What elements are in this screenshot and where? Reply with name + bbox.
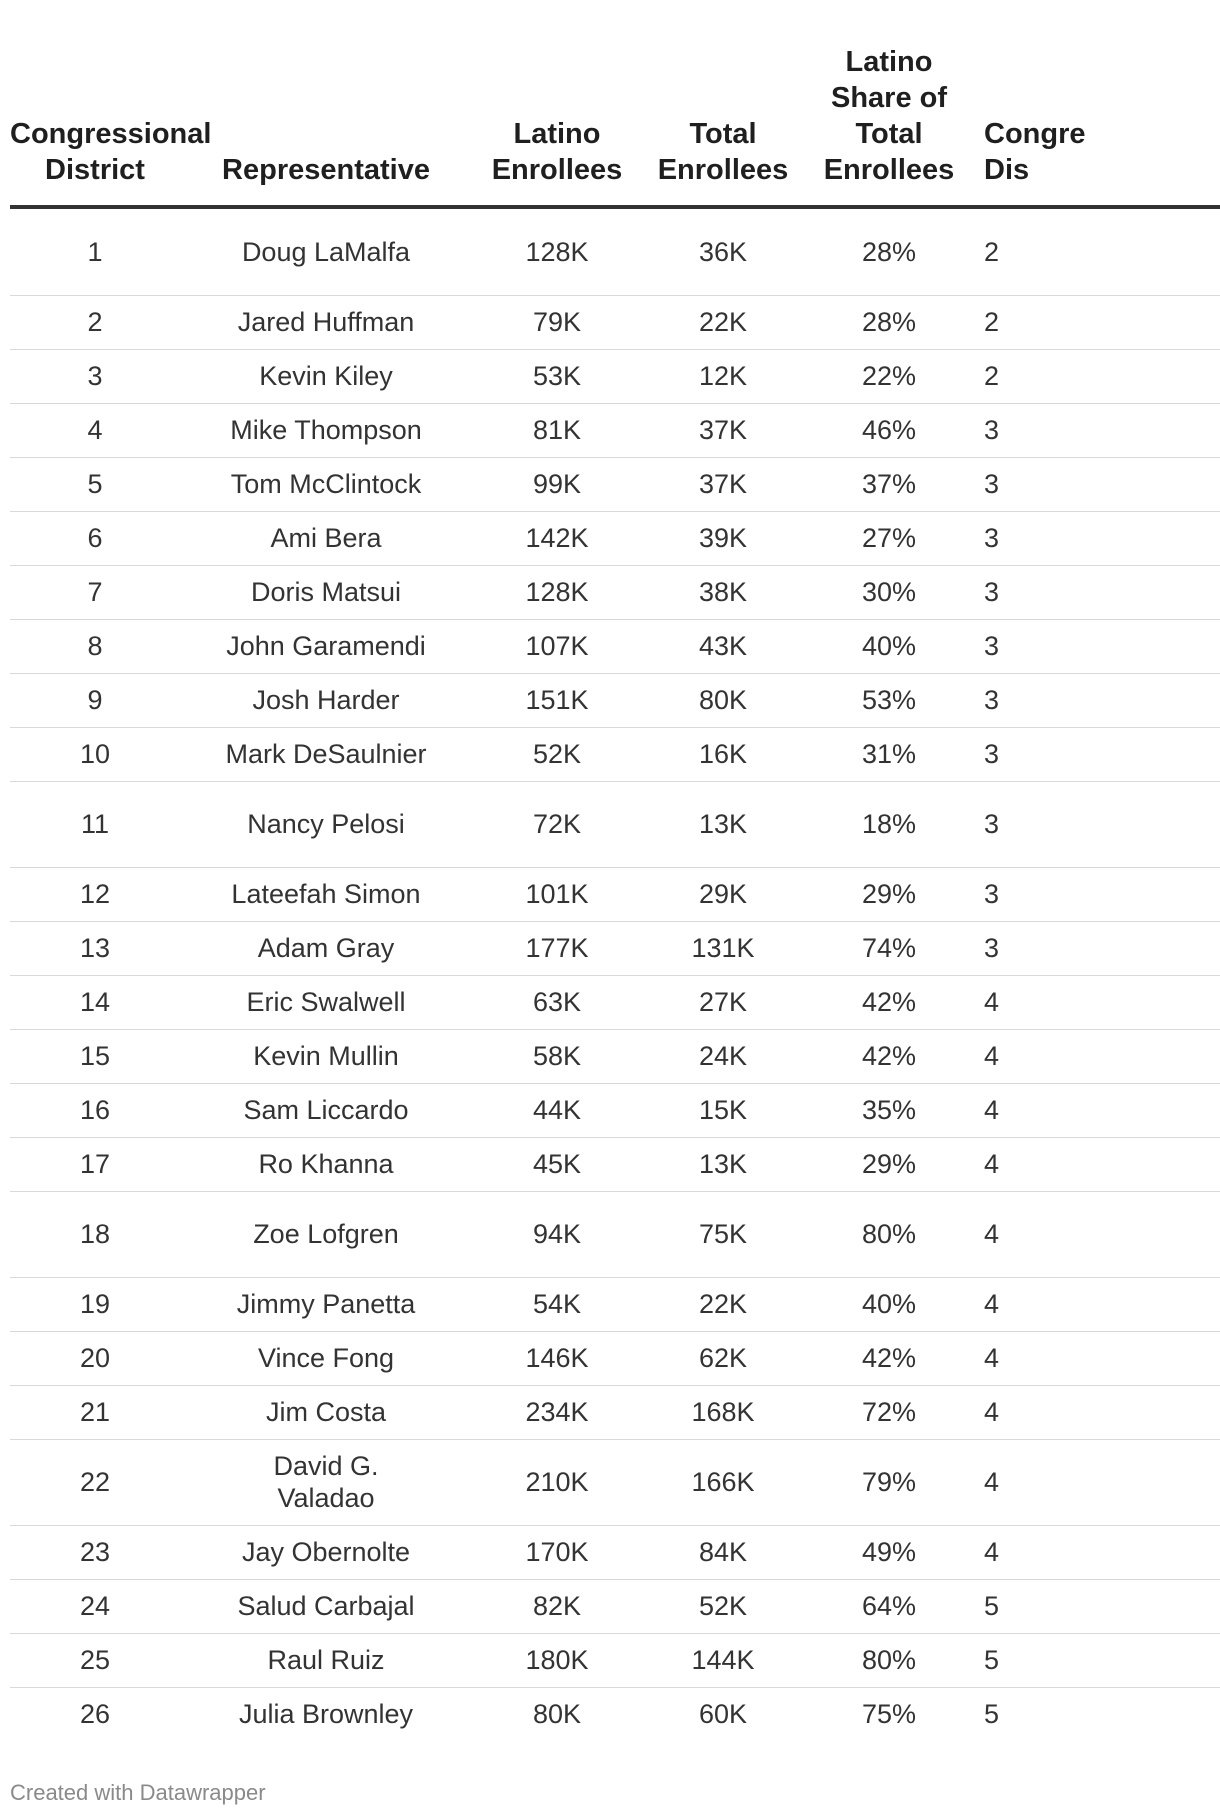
next-district-cell: 4 (974, 1191, 1220, 1277)
next-district-cell: 3 (974, 619, 1220, 673)
representative-cell: Mark DeSaulnier (180, 727, 472, 781)
header-representative (180, 0, 472, 207)
next-district-cell: 2 (974, 207, 1220, 295)
district-cell: 20 (10, 1331, 180, 1385)
district-cell: 10 (10, 727, 180, 781)
representative-cell: Julia Brownley (238, 1699, 414, 1730)
latino-share-cell: 42% (804, 975, 974, 1029)
latino-enrollees-cell: 79K (472, 295, 642, 349)
next-district-cell: 3 (974, 403, 1220, 457)
next-district-cell: 4 (974, 1137, 1220, 1191)
representative-cell: Nancy Pelosi (180, 781, 472, 867)
table-row (10, 1191, 1220, 1277)
next-district-cell: 3 (974, 921, 1220, 975)
table-row (10, 781, 1220, 867)
representative-cell: Ami Bera (180, 511, 472, 565)
next-district-cell: 5 (974, 1579, 1220, 1633)
latino-enrollees-cell: 45K (472, 1137, 642, 1191)
latino-share-cell: 35% (804, 1083, 974, 1137)
district-cell: 4 (10, 403, 180, 457)
latino-enrollees-cell: 128K (472, 565, 642, 619)
representative-cell: Raul Ruiz (180, 1633, 472, 1687)
next-district-cell: 2 (974, 295, 1220, 349)
header-label-line: Latino (845, 46, 933, 78)
latino-share-cell: 29% (804, 1137, 974, 1191)
latino-share-cell: 28% (804, 295, 974, 349)
latino-share-cell: 31% (804, 727, 974, 781)
datawrapper-credit[interactable]: Created with Datawrapper (10, 1780, 266, 1805)
table-row (10, 403, 1220, 457)
next-district-cell: 4 (974, 1439, 1220, 1525)
representative-cell: John Garamendi (180, 619, 472, 673)
district-cell: 18 (10, 1191, 180, 1277)
latino-enrollees-cell: 170K (472, 1525, 642, 1579)
header-label-line: Total (855, 118, 923, 150)
latino-share-cell: 72% (804, 1385, 974, 1439)
latino-share-cell: 40% (804, 1277, 974, 1331)
district-cell: 11 (10, 781, 180, 867)
total-enrollees-cell: 16K (642, 727, 804, 781)
table-header-row (10, 0, 1220, 207)
latino-share-cell: 37% (804, 457, 974, 511)
table-row (10, 1687, 1220, 1741)
representative-cell: Jay Obernolte (180, 1525, 472, 1579)
header-label-line: Congre (984, 118, 1086, 150)
district-cell: 22 (10, 1439, 180, 1525)
latino-share-cell: 75% (861, 1699, 917, 1730)
representative-cell: Kevin Kiley (180, 349, 472, 403)
table-row (10, 457, 1220, 511)
latino-share-cell: 64% (804, 1579, 974, 1633)
latino-enrollees-cell: 80K (532, 1699, 582, 1730)
representative-cell: Zoe Lofgren (180, 1191, 472, 1277)
total-enrollees-cell: 22K (642, 1277, 804, 1331)
latino-enrollees-cell: 128K (472, 207, 642, 295)
total-enrollees-cell: 13K (642, 781, 804, 867)
next-district-cell: 3 (974, 673, 1220, 727)
district-cell: 26 (79, 1699, 111, 1730)
latino-enrollees-cell: 107K (472, 619, 642, 673)
table-row (10, 565, 1220, 619)
representative-cell: Doug LaMalfa (180, 207, 472, 295)
next-district-cell: 2 (974, 349, 1220, 403)
table-row (10, 295, 1220, 349)
latino-enrollees-cell: 151K (472, 673, 642, 727)
next-district-cell: 4 (974, 975, 1220, 1029)
district-cell: 15 (10, 1029, 180, 1083)
next-district-cell: 4 (974, 1029, 1220, 1083)
latino-share-cell: 49% (804, 1525, 974, 1579)
header-label-line: Enrollees (491, 154, 623, 186)
header-congressional-district (10, 0, 212, 207)
header-label-line: District (45, 154, 145, 186)
district-cell: 16 (10, 1083, 180, 1137)
district-cell: 21 (10, 1385, 180, 1439)
total-enrollees-cell: 12K (642, 349, 804, 403)
latino-enrollees-cell: 180K (472, 1633, 642, 1687)
next-district-cell: 4 (974, 1385, 1220, 1439)
district-cell: 7 (10, 565, 180, 619)
next-district-cell: 4 (974, 1277, 1220, 1331)
latino-enrollees-cell: 63K (472, 975, 642, 1029)
representative-cell: Kevin Mullin (180, 1029, 472, 1083)
total-enrollees-cell: 60K (698, 1699, 748, 1730)
table-row (10, 1439, 1220, 1525)
table-row (10, 867, 1220, 921)
next-district-cell: 3 (974, 867, 1220, 921)
latino-share-cell: 18% (804, 781, 974, 867)
header-label-line: Representative (222, 154, 430, 186)
latino-share-cell: 40% (804, 619, 974, 673)
district-cell: 24 (10, 1579, 180, 1633)
next-district-cell: 3 (974, 457, 1220, 511)
representative-cell: Ro Khanna (180, 1137, 472, 1191)
table-row (10, 349, 1220, 403)
latino-enrollees-cell: 210K (472, 1439, 642, 1525)
table-row (10, 1029, 1220, 1083)
table-row (10, 1277, 1220, 1331)
table-row (10, 1385, 1220, 1439)
next-district-cell: 3 (974, 781, 1220, 867)
latino-enrollees-cell: 81K (472, 403, 642, 457)
total-enrollees-cell: 24K (642, 1029, 804, 1083)
district-cell: 14 (10, 975, 180, 1029)
latino-share-cell: 30% (804, 565, 974, 619)
total-enrollees-cell: 38K (642, 565, 804, 619)
latino-share-cell: 80% (804, 1191, 974, 1277)
representative-cell: Jared Huffman (180, 295, 472, 349)
total-enrollees-cell: 62K (642, 1331, 804, 1385)
header-label-line: Latino (513, 118, 601, 150)
header-label-line: Share of (830, 82, 948, 114)
total-enrollees-cell: 80K (642, 673, 804, 727)
latino-enrollees-cell: 54K (472, 1277, 642, 1331)
latino-share-cell: 79% (804, 1439, 974, 1525)
representative-cell: Sam Liccardo (180, 1083, 472, 1137)
header-latino-share (804, 0, 974, 207)
latino-enrollees-cell: 99K (472, 457, 642, 511)
representative-cell: Adam Gray (180, 921, 472, 975)
representative-cell: Jimmy Panetta (180, 1277, 472, 1331)
next-district-cell: 4 (974, 1525, 1220, 1579)
representative-cell: Mike Thompson (180, 403, 472, 457)
total-enrollees-cell: 27K (642, 975, 804, 1029)
header-label-line: Enrollees (657, 154, 789, 186)
total-enrollees-cell: 43K (642, 619, 804, 673)
latino-enrollees-cell: 101K (472, 867, 642, 921)
total-enrollees-cell: 29K (642, 867, 804, 921)
latino-enrollees-cell: 177K (472, 921, 642, 975)
header-label-line: Congressional (10, 118, 212, 150)
total-enrollees-cell: 39K (642, 511, 804, 565)
header-congressional-district-2 (974, 0, 1220, 207)
district-cell: 12 (10, 867, 180, 921)
table-row (10, 1579, 1220, 1633)
table-row (10, 921, 1220, 975)
representative-cell: Vince Fong (180, 1331, 472, 1385)
district-cell: 13 (10, 921, 180, 975)
latino-enrollees-cell: 146K (472, 1331, 642, 1385)
latino-share-cell: 80% (804, 1633, 974, 1687)
table-row (10, 1525, 1220, 1579)
latino-enrollees-cell: 234K (472, 1385, 642, 1439)
table-row (10, 673, 1220, 727)
district-cell: 2 (10, 295, 180, 349)
total-enrollees-cell: 131K (642, 921, 804, 975)
latino-share-cell: 74% (804, 921, 974, 975)
district-cell: 1 (10, 207, 180, 295)
next-district-cell: 3 (974, 565, 1220, 619)
latino-share-cell: 46% (804, 403, 974, 457)
total-enrollees-cell: 13K (642, 1137, 804, 1191)
latino-share-cell: 53% (804, 673, 974, 727)
latino-share-cell: 42% (804, 1331, 974, 1385)
table-row (10, 1083, 1220, 1137)
next-district-cell: 4 (974, 1331, 1220, 1385)
next-district-cell: 5 (974, 1633, 1220, 1687)
district-cell: 23 (10, 1525, 180, 1579)
next-district-cell: 3 (974, 511, 1220, 565)
total-enrollees-cell: 36K (642, 207, 804, 295)
total-enrollees-cell: 22K (642, 295, 804, 349)
total-enrollees-cell: 15K (642, 1083, 804, 1137)
representative-cell: Tom McClintock (180, 457, 472, 511)
table-row (10, 1137, 1220, 1191)
latino-share-cell: 29% (804, 867, 974, 921)
latino-enrollees-cell: 58K (472, 1029, 642, 1083)
table-row (10, 727, 1220, 781)
table-row (10, 1331, 1220, 1385)
district-cell: 9 (10, 673, 180, 727)
district-cell: 25 (10, 1633, 180, 1687)
latino-enrollees-cell: 94K (472, 1191, 642, 1277)
latino-enrollees-cell: 72K (472, 781, 642, 867)
header-latino-enrollees (472, 0, 642, 207)
district-cell: 19 (10, 1277, 180, 1331)
latino-enrollees-cell: 82K (472, 1579, 642, 1633)
total-enrollees-cell: 168K (642, 1385, 804, 1439)
district-cell: 17 (10, 1137, 180, 1191)
total-enrollees-cell: 37K (642, 457, 804, 511)
table-row (10, 511, 1220, 565)
latino-share-cell: 27% (804, 511, 974, 565)
latino-enrollees-cell: 44K (472, 1083, 642, 1137)
table-body (10, 207, 1220, 1741)
total-enrollees-cell: 37K (642, 403, 804, 457)
representative-cell: David G. Valadao (180, 1439, 472, 1525)
enrollment-table (10, 0, 1220, 1741)
latino-share-cell: 22% (804, 349, 974, 403)
next-district-cell: 5 (984, 1699, 1000, 1730)
representative-cell: Salud Carbajal (180, 1579, 472, 1633)
district-cell: 3 (10, 349, 180, 403)
representative-cell: Jim Costa (180, 1385, 472, 1439)
next-district-cell: 4 (974, 1083, 1220, 1137)
representative-cell: Eric Swalwell (180, 975, 472, 1029)
latino-share-cell: 28% (804, 207, 974, 295)
header-label-line: Enrollees (823, 154, 955, 186)
latino-share-cell: 42% (804, 1029, 974, 1083)
total-enrollees-cell: 75K (642, 1191, 804, 1277)
table-row (10, 207, 1220, 295)
header-total-enrollees (642, 0, 804, 207)
latino-enrollees-cell: 53K (472, 349, 642, 403)
district-cell: 8 (10, 619, 180, 673)
total-enrollees-cell: 166K (642, 1439, 804, 1525)
latino-enrollees-cell: 52K (472, 727, 642, 781)
data-table-container[interactable] (10, 0, 1220, 1760)
latino-enrollees-cell: 142K (472, 511, 642, 565)
next-district-cell: 3 (974, 727, 1220, 781)
district-cell: 5 (10, 457, 180, 511)
total-enrollees-cell: 84K (642, 1525, 804, 1579)
district-cell: 6 (10, 511, 180, 565)
representative-cell: Lateefah Simon (180, 867, 472, 921)
table-row (10, 1633, 1220, 1687)
header-label-line: Dis (984, 154, 1030, 186)
total-enrollees-cell: 52K (642, 1579, 804, 1633)
representative-cell: Josh Harder (180, 673, 472, 727)
table-row (10, 619, 1220, 673)
header-label-line: Total (689, 118, 757, 150)
table-row (10, 975, 1220, 1029)
representative-cell: Doris Matsui (180, 565, 472, 619)
total-enrollees-cell: 144K (642, 1633, 804, 1687)
